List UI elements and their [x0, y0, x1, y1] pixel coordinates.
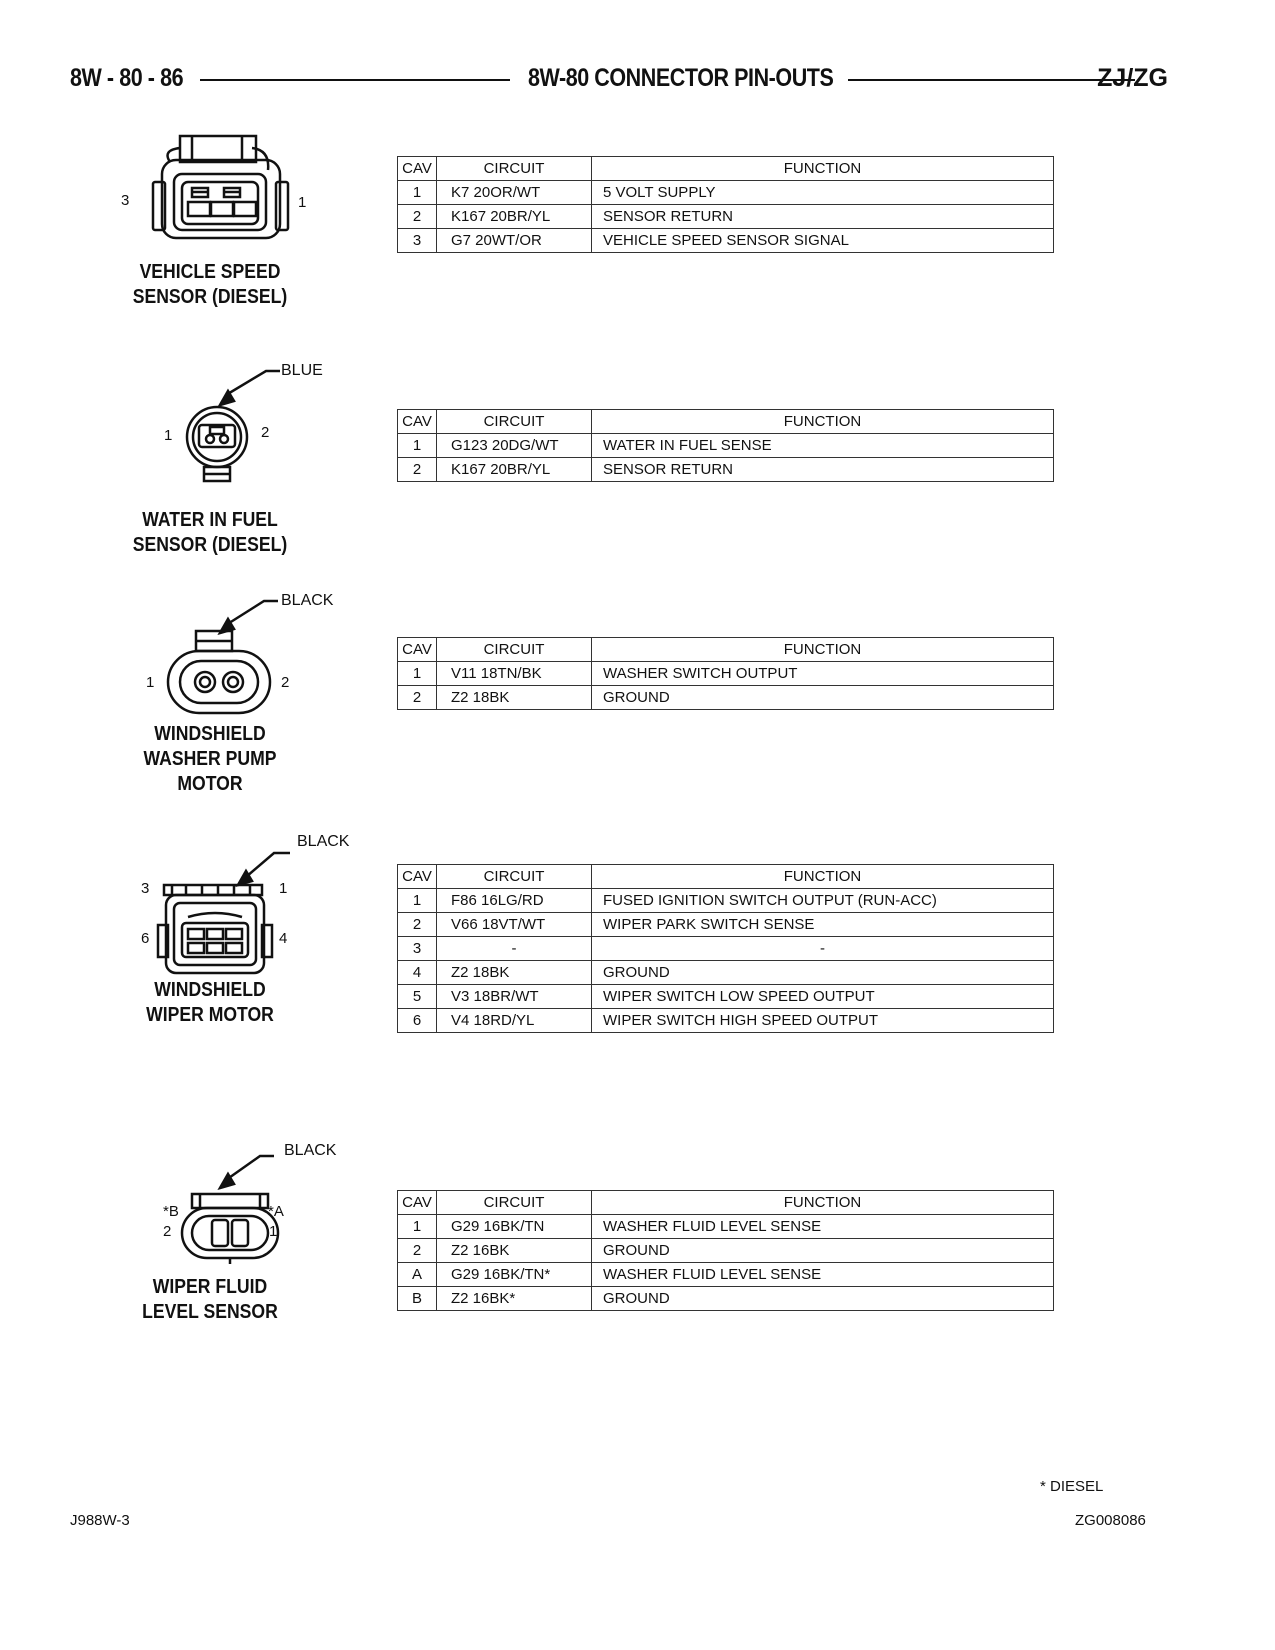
wiper-fluid-level-connector-icon: [170, 1150, 310, 1260]
wiper-motor-connector-icon: [150, 845, 310, 975]
table-cell: SENSOR RETURN: [592, 458, 1054, 482]
table-cell: WATER IN FUEL SENSE: [592, 434, 1054, 458]
pin-label-star-b: *B: [163, 1203, 179, 1220]
table-cell: WIPER PARK SWITCH SENSE: [592, 913, 1054, 937]
table-cell: 3: [398, 229, 437, 253]
table-cell: SENSOR RETURN: [592, 205, 1054, 229]
table-cell: VEHICLE SPEED SENSOR SIGNAL: [592, 229, 1054, 253]
connector-name-line: WINDSHIELD: [154, 979, 266, 1001]
table-cell: WIPER SWITCH HIGH SPEED OUTPUT: [592, 1009, 1054, 1033]
table-cell: V4 18RD/YL: [437, 1009, 592, 1033]
table-cell: Z2 16BK: [437, 1239, 592, 1263]
table-row: [398, 961, 1054, 985]
col-header-function: FUNCTION: [592, 410, 1054, 434]
col-header-cav: CAV: [398, 1191, 437, 1215]
table-row: [398, 229, 1054, 253]
col-header-function: FUNCTION: [592, 1191, 1054, 1215]
table-cell: GROUND: [592, 1287, 1054, 1311]
table-cell: 2: [398, 205, 437, 229]
pin-label-6: 6: [141, 930, 150, 947]
col-header-circuit: CIRCUIT: [437, 1191, 592, 1215]
connector-name: [122, 508, 298, 558]
table-row: [398, 662, 1054, 686]
table-cell: GROUND: [592, 961, 1054, 985]
table-row: [398, 1009, 1054, 1033]
pin-label-1: 1: [279, 880, 288, 897]
table-header-row: [398, 410, 1054, 434]
model-code: ZJ/ZG: [1097, 64, 1168, 92]
table-row: [398, 1239, 1054, 1263]
table-row: [398, 205, 1054, 229]
footer-left-code: J988W-3: [70, 1512, 130, 1529]
table-header-row: [398, 638, 1054, 662]
table-cell: K7 20OR/WT: [437, 181, 592, 205]
table-cell: -: [592, 937, 1054, 961]
pin-label-star-a: *A: [268, 1203, 284, 1220]
connector-name: [122, 722, 298, 797]
table-row: [398, 458, 1054, 482]
table-cell: Z2 18BK: [437, 961, 592, 985]
table-row: [398, 181, 1054, 205]
col-header-function: FUNCTION: [592, 638, 1054, 662]
pin-label-2: 2: [281, 674, 290, 691]
vehicle-speed-sensor-connector-icon: [140, 132, 310, 247]
table-cell: K167 20BR/YL: [437, 205, 592, 229]
table-cell: WIPER SWITCH LOW SPEED OUTPUT: [592, 985, 1054, 1009]
pin-label-2: 2: [261, 424, 270, 441]
col-header-circuit: CIRCUIT: [437, 865, 592, 889]
table-cell: FUSED IGNITION SWITCH OUTPUT (RUN-ACC): [592, 889, 1054, 913]
connector-name-line: WIPER FLUID: [152, 1276, 268, 1298]
connector-name-line: MOTOR: [177, 773, 243, 795]
table-cell: G7 20WT/OR: [437, 229, 592, 253]
table-header-row: [398, 1191, 1054, 1215]
table-cell: G123 20DG/WT: [437, 434, 592, 458]
table-cell: Z2 16BK*: [437, 1287, 592, 1311]
header-rule-right: [848, 79, 1135, 81]
connector-name-line: SENSOR (DIESEL): [132, 534, 288, 556]
pinout-table-wiper-motor: [397, 864, 1054, 1033]
table-row: [398, 913, 1054, 937]
table-cell: GROUND: [592, 686, 1054, 710]
page-number: 8W - 80 - 86: [70, 64, 184, 92]
table-cell: -: [437, 937, 592, 961]
housing-color-label: BLACK: [297, 833, 350, 850]
table-cell: B: [398, 1287, 437, 1311]
table-cell: 6: [398, 1009, 437, 1033]
table-cell: V66 18VT/WT: [437, 913, 592, 937]
connector-name: [122, 260, 298, 310]
footnote-diesel: * DIESEL: [1040, 1478, 1104, 1495]
table-cell: 2: [398, 686, 437, 710]
connector-name-line: VEHICLE SPEED: [139, 261, 281, 283]
table-row: [398, 1215, 1054, 1239]
pinout-table-washer-pump: [397, 637, 1054, 710]
table-cell: 5 VOLT SUPPLY: [592, 181, 1054, 205]
pin-label-3: 3: [141, 880, 150, 897]
connector-name: [122, 978, 298, 1028]
table-row: [398, 434, 1054, 458]
connector-name-line: WINDSHIELD: [154, 723, 266, 745]
col-header-cav: CAV: [398, 410, 437, 434]
connector-name-line: WATER IN FUEL: [142, 509, 278, 531]
table-cell: G29 16BK/TN: [437, 1215, 592, 1239]
pin-label-1: 1: [269, 1223, 278, 1240]
table-cell: 2: [398, 913, 437, 937]
housing-color-label: BLUE: [281, 362, 323, 379]
col-header-cav: CAV: [398, 865, 437, 889]
pin-label-2: 2: [163, 1223, 172, 1240]
table-cell: 1: [398, 662, 437, 686]
page-title: 8W-80 CONNECTOR PIN-OUTS: [528, 64, 834, 92]
table-cell: 1: [398, 434, 437, 458]
pinout-table-vehicle-speed-sensor: [397, 156, 1054, 253]
table-cell: WASHER FLUID LEVEL SENSE: [592, 1263, 1054, 1287]
pinout-table-water-in-fuel: [397, 409, 1054, 482]
pin-label-1: 1: [298, 194, 307, 211]
table-cell: 4: [398, 961, 437, 985]
pin-label-4: 4: [279, 930, 288, 947]
col-header-function: FUNCTION: [592, 865, 1054, 889]
table-cell: V3 18BR/WT: [437, 985, 592, 1009]
pin-label-1: 1: [146, 674, 155, 691]
col-header-cav: CAV: [398, 157, 437, 181]
connector-name-line: LEVEL SENSOR: [142, 1301, 278, 1323]
housing-color-label: BLACK: [281, 592, 334, 609]
page-header: [70, 62, 1168, 102]
table-cell: V11 18TN/BK: [437, 662, 592, 686]
table-row: [398, 1287, 1054, 1311]
table-cell: WASHER SWITCH OUTPUT: [592, 662, 1054, 686]
housing-color-label: BLACK: [284, 1142, 337, 1159]
table-header-row: [398, 865, 1054, 889]
table-cell: 1: [398, 889, 437, 913]
connector-name-line: SENSOR (DIESEL): [132, 286, 288, 308]
pin-label-3: 3: [121, 192, 130, 209]
col-header-cav: CAV: [398, 638, 437, 662]
washer-pump-connector-icon: [160, 595, 310, 715]
table-header-row: [398, 157, 1054, 181]
pinout-table-wiper-fluid-level: [397, 1190, 1054, 1311]
table-row: [398, 1263, 1054, 1287]
table-row: [398, 686, 1054, 710]
table-cell: A: [398, 1263, 437, 1287]
col-header-circuit: CIRCUIT: [437, 638, 592, 662]
table-row: [398, 985, 1054, 1009]
col-header-circuit: CIRCUIT: [437, 157, 592, 181]
col-header-function: FUNCTION: [592, 157, 1054, 181]
table-cell: WASHER FLUID LEVEL SENSE: [592, 1215, 1054, 1239]
table-cell: 1: [398, 1215, 437, 1239]
table-cell: 1: [398, 181, 437, 205]
table-cell: GROUND: [592, 1239, 1054, 1263]
connector-name-line: WIPER MOTOR: [146, 1004, 274, 1026]
table-row: [398, 937, 1054, 961]
connector-name-line: WASHER PUMP: [143, 748, 277, 770]
connector-name: [122, 1275, 298, 1325]
table-cell: 5: [398, 985, 437, 1009]
table-cell: 2: [398, 1239, 437, 1263]
table-row: [398, 889, 1054, 913]
table-cell: K167 20BR/YL: [437, 458, 592, 482]
table-cell: G29 16BK/TN*: [437, 1263, 592, 1287]
table-cell: 3: [398, 937, 437, 961]
water-in-fuel-connector-icon: [170, 365, 310, 490]
table-cell: Z2 18BK: [437, 686, 592, 710]
pin-label-1: 1: [164, 427, 173, 444]
table-cell: F86 16LG/RD: [437, 889, 592, 913]
table-cell: 2: [398, 458, 437, 482]
col-header-circuit: CIRCUIT: [437, 410, 592, 434]
header-rule-left: [200, 79, 510, 81]
footer-right-code: ZG008086: [1075, 1512, 1146, 1529]
